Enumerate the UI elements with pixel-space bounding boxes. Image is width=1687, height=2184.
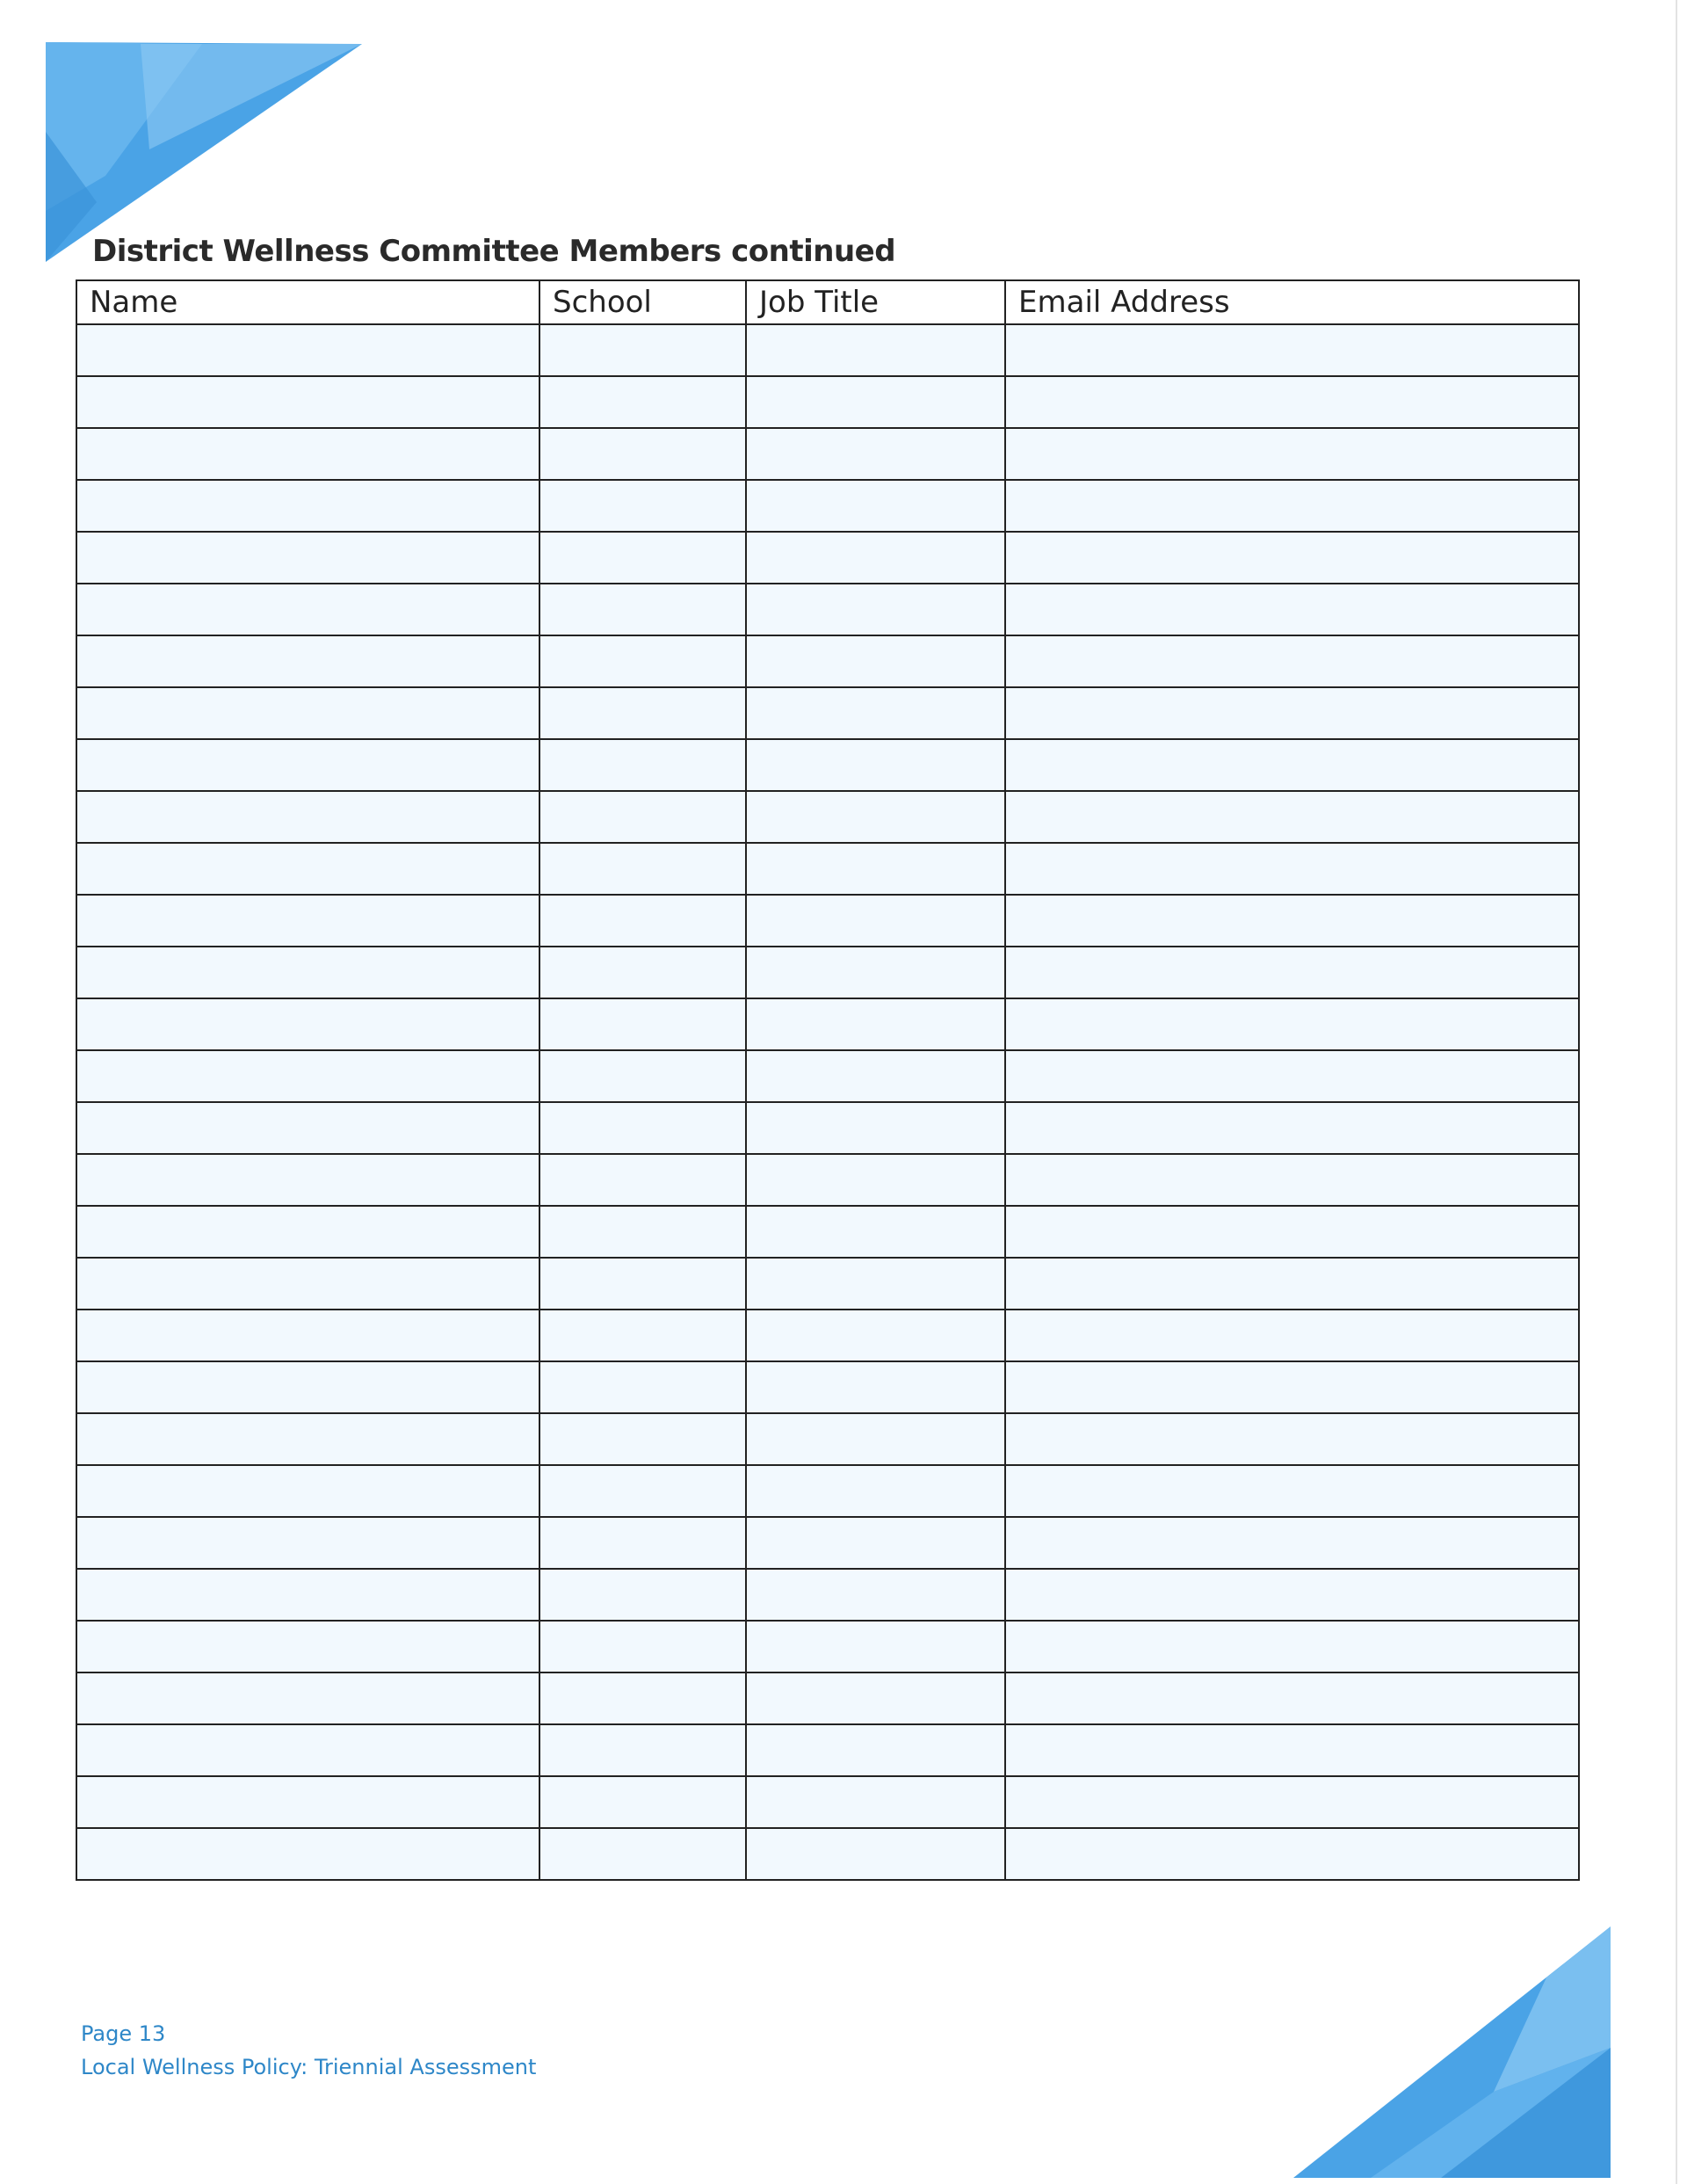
cell-job-title[interactable] <box>746 998 1005 1050</box>
cell-name[interactable] <box>76 584 539 635</box>
cell-email-address[interactable] <box>1005 998 1579 1050</box>
column-header-name: Name <box>76 280 539 324</box>
cell-job-title[interactable] <box>746 947 1005 998</box>
table-header-row <box>76 280 1579 324</box>
cell-school[interactable] <box>539 635 746 687</box>
table-row <box>76 1050 1579 1102</box>
cell-email-address[interactable] <box>1005 1206 1579 1258</box>
cell-email-address[interactable] <box>1005 1361 1579 1413</box>
table-row <box>76 998 1579 1050</box>
cell-name[interactable] <box>76 1310 539 1361</box>
footer-document-title: Local Wellness Policy: Triennial Assessment <box>81 2055 537 2079</box>
table-row <box>76 1465 1579 1517</box>
cell-job-title[interactable] <box>746 1569 1005 1621</box>
cell-school[interactable] <box>539 480 746 532</box>
cell-job-title[interactable] <box>746 1050 1005 1102</box>
cell-job-title[interactable] <box>746 1258 1005 1310</box>
table-row <box>76 739 1579 791</box>
cell-job-title[interactable] <box>746 1828 1005 1880</box>
cell-email-address[interactable] <box>1005 1258 1579 1310</box>
cell-email-address[interactable] <box>1005 895 1579 947</box>
cell-email-address[interactable] <box>1005 1776 1579 1828</box>
cell-name[interactable] <box>76 739 539 791</box>
cell-email-address[interactable] <box>1005 1310 1579 1361</box>
cell-school[interactable] <box>539 895 746 947</box>
cell-name[interactable] <box>76 1672 539 1724</box>
cell-school[interactable] <box>539 739 746 791</box>
cell-job-title[interactable] <box>746 428 1005 480</box>
table-row <box>76 1672 1579 1724</box>
cell-job-title[interactable] <box>746 791 1005 843</box>
table-row <box>76 1724 1579 1776</box>
table-row <box>76 1206 1579 1258</box>
cell-school[interactable] <box>539 1413 746 1465</box>
cell-school[interactable] <box>539 998 746 1050</box>
cell-email-address[interactable] <box>1005 1672 1579 1724</box>
cell-school[interactable] <box>539 1672 746 1724</box>
cell-job-title[interactable] <box>746 635 1005 687</box>
cell-name[interactable] <box>76 532 539 584</box>
table-row <box>76 1310 1579 1361</box>
table-row <box>76 1621 1579 1672</box>
cell-name[interactable] <box>76 687 539 739</box>
committee-members-table <box>76 279 1580 1881</box>
table-row <box>76 480 1579 532</box>
cell-email-address[interactable] <box>1005 739 1579 791</box>
cell-email-address[interactable] <box>1005 584 1579 635</box>
cell-school[interactable] <box>539 1310 746 1361</box>
table-row <box>76 1828 1579 1880</box>
cell-school[interactable] <box>539 1050 746 1102</box>
table-row <box>76 635 1579 687</box>
cell-email-address[interactable] <box>1005 1517 1579 1569</box>
cell-school[interactable] <box>539 687 746 739</box>
cell-school[interactable] <box>539 791 746 843</box>
table-row <box>76 687 1579 739</box>
cell-email-address[interactable] <box>1005 1465 1579 1517</box>
scan-edge-line <box>1676 0 1677 2184</box>
table-row <box>76 532 1579 584</box>
cell-name[interactable] <box>76 1102 539 1154</box>
cell-school[interactable] <box>539 1569 746 1621</box>
cell-job-title[interactable] <box>746 1621 1005 1672</box>
cell-name[interactable] <box>76 1569 539 1621</box>
cell-job-title[interactable] <box>746 1413 1005 1465</box>
cell-school[interactable] <box>539 584 746 635</box>
cell-school[interactable] <box>539 428 746 480</box>
cell-name[interactable] <box>76 947 539 998</box>
column-header-school: School <box>539 280 746 324</box>
cell-school[interactable] <box>539 1258 746 1310</box>
cell-name[interactable] <box>76 1465 539 1517</box>
table-row <box>76 428 1579 480</box>
cell-email-address[interactable] <box>1005 1154 1579 1206</box>
cell-email-address[interactable] <box>1005 947 1579 998</box>
cell-email-address[interactable] <box>1005 635 1579 687</box>
table-row <box>76 947 1579 998</box>
cell-school[interactable] <box>539 1154 746 1206</box>
cell-email-address[interactable] <box>1005 1724 1579 1776</box>
cell-school[interactable] <box>539 1206 746 1258</box>
table-row <box>76 324 1579 376</box>
cell-email-address[interactable] <box>1005 843 1579 895</box>
cell-school[interactable] <box>539 324 746 376</box>
corner-decoration-top-left <box>0 0 369 264</box>
cell-email-address[interactable] <box>1005 532 1579 584</box>
cell-name[interactable] <box>76 1154 539 1206</box>
cell-job-title[interactable] <box>746 1672 1005 1724</box>
cell-job-title[interactable] <box>746 1361 1005 1413</box>
cell-job-title[interactable] <box>746 480 1005 532</box>
cell-email-address[interactable] <box>1005 376 1579 428</box>
cell-job-title[interactable] <box>746 687 1005 739</box>
table-row <box>76 584 1579 635</box>
cell-job-title[interactable] <box>746 739 1005 791</box>
cell-email-address[interactable] <box>1005 1050 1579 1102</box>
cell-job-title[interactable] <box>746 1465 1005 1517</box>
cell-name[interactable] <box>76 376 539 428</box>
cell-email-address[interactable] <box>1005 1621 1579 1672</box>
cell-job-title[interactable] <box>746 1517 1005 1569</box>
cell-job-title[interactable] <box>746 895 1005 947</box>
cell-name[interactable] <box>76 895 539 947</box>
cell-school[interactable] <box>539 1102 746 1154</box>
cell-job-title[interactable] <box>746 1206 1005 1258</box>
cell-name[interactable] <box>76 1258 539 1310</box>
cell-job-title[interactable] <box>746 324 1005 376</box>
cell-job-title[interactable] <box>746 1776 1005 1828</box>
cell-name[interactable] <box>76 791 539 843</box>
cell-school[interactable] <box>539 376 746 428</box>
table-row <box>76 895 1579 947</box>
cell-name[interactable] <box>76 1361 539 1413</box>
table-row <box>76 1361 1579 1413</box>
cell-name[interactable] <box>76 1050 539 1102</box>
table-row <box>76 1258 1579 1310</box>
cell-name[interactable] <box>76 1724 539 1776</box>
cell-job-title[interactable] <box>746 843 1005 895</box>
cell-school[interactable] <box>539 1776 746 1828</box>
table-row <box>76 1413 1579 1465</box>
table-row <box>76 1569 1579 1621</box>
column-header-email-address: Email Address <box>1005 280 1579 324</box>
cell-email-address[interactable] <box>1005 480 1579 532</box>
cell-email-address[interactable] <box>1005 1569 1579 1621</box>
cell-school[interactable] <box>539 1517 746 1569</box>
cell-name[interactable] <box>76 480 539 532</box>
table-body <box>76 324 1579 1880</box>
cell-name[interactable] <box>76 1776 539 1828</box>
footer-page-number: Page 13 <box>81 2021 166 2046</box>
cell-email-address[interactable] <box>1005 791 1579 843</box>
cell-job-title[interactable] <box>746 584 1005 635</box>
table-row <box>76 376 1579 428</box>
cell-email-address[interactable] <box>1005 324 1579 376</box>
cell-school[interactable] <box>539 1724 746 1776</box>
cell-name[interactable] <box>76 1206 539 1258</box>
cell-job-title[interactable] <box>746 1724 1005 1776</box>
cell-name[interactable] <box>76 1621 539 1672</box>
cell-school[interactable] <box>539 1621 746 1672</box>
cell-name[interactable] <box>76 1413 539 1465</box>
cell-job-title[interactable] <box>746 1310 1005 1361</box>
cell-email-address[interactable] <box>1005 1102 1579 1154</box>
cell-school[interactable] <box>539 843 746 895</box>
table-row <box>76 791 1579 843</box>
cell-name[interactable] <box>76 635 539 687</box>
cell-email-address[interactable] <box>1005 687 1579 739</box>
cell-name[interactable] <box>76 1517 539 1569</box>
cell-job-title[interactable] <box>746 1154 1005 1206</box>
cell-job-title[interactable] <box>746 532 1005 584</box>
table-row <box>76 1776 1579 1828</box>
cell-email-address[interactable] <box>1005 1828 1579 1880</box>
cell-job-title[interactable] <box>746 1102 1005 1154</box>
cell-name[interactable] <box>76 428 539 480</box>
cell-job-title[interactable] <box>746 376 1005 428</box>
cell-name[interactable] <box>76 998 539 1050</box>
cell-name[interactable] <box>76 324 539 376</box>
cell-email-address[interactable] <box>1005 428 1579 480</box>
table-row <box>76 1102 1579 1154</box>
page-title: District Wellness Committee Members continued <box>92 234 896 269</box>
column-header-job-title: Job Title <box>746 280 1005 324</box>
cell-school[interactable] <box>539 1828 746 1880</box>
cell-email-address[interactable] <box>1005 1413 1579 1465</box>
cell-school[interactable] <box>539 947 746 998</box>
cell-name[interactable] <box>76 843 539 895</box>
cell-school[interactable] <box>539 1361 746 1413</box>
cell-school[interactable] <box>539 1465 746 1517</box>
table-row <box>76 843 1579 895</box>
cell-school[interactable] <box>539 532 746 584</box>
table-row <box>76 1154 1579 1206</box>
cell-name[interactable] <box>76 1828 539 1880</box>
table-row <box>76 1517 1579 1569</box>
